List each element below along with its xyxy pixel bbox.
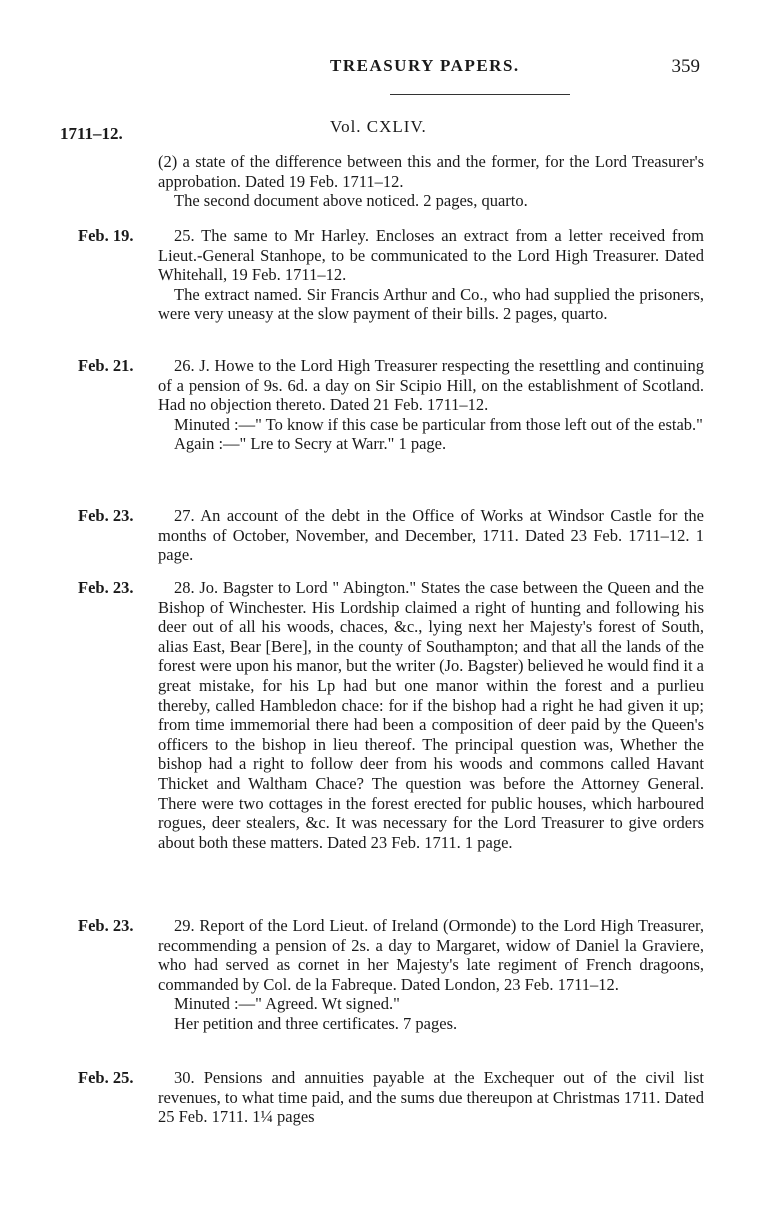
running-header [300, 56, 700, 86]
entry-paragraph: 27. An account of the debt in the Office of Works at Windsor Castle for the months of October, November, and December, 1711. Dated 23 Feb. 1711–12. 1 page. [158, 506, 704, 565]
entry-paragraph: The extract named. Sir Francis Arthur and Co., who had supplied the prisoners, were very uneasy at the slow payment of their bills. 2 pages, quarto. [158, 284, 704, 324]
entry-paragraph: 30. Pensions and annuities payable at the Exchequer out of the civil list revenues, to what time paid, and the sums due thereupon at Christmas 1711. Dated 25 Feb. 1711. 1¼ pages [158, 1068, 704, 1127]
running-title: TREASURY PAPERS. [330, 56, 520, 75]
volume-heading: Vol. CXLIV. [330, 117, 427, 136]
entry-paragraph: Minuted :—" To know if this case be particular from those left out of the estab." [174, 414, 703, 434]
entry-paragraph: 25. The same to Mr Harley. Encloses an extract from a letter received from Lieut.-General Stanhope, to be communicated to the Lord High Treasurer. Dated Whitehall, 19 Feb. 1711–12. [158, 226, 704, 285]
header-rule [390, 94, 570, 95]
entry-date: Feb. 23. [78, 578, 134, 597]
entry-date: Feb. 19. [78, 226, 134, 245]
entry-paragraph: 28. Jo. Bagster to Lord " Abington." States the case between the Queen and the Bishop of Winchester. His Lordship claimed a right of hunting and following his deer out of all his woods, chaces, &c., lying next her Majesty's forest of South, alias East, Bear [Bere], in the county of Southampton; and that all the lands of the forest were upon his manor, but the writer (Jo. Bagster) believed he would find it a great mistake, for his Lp had but one manor within the forest and a purlieu thereby, called Hambledon chace: for if the bishop had a right he had given it up; from time immemorial there had been a composition of deer paid by the Queen's officers to the bishop in lieu thereof. The principal question was, Whether the bishop had a right to follow deer from his woods and commons called Havant Thicket and Waltham Chace? The question was before the Attorney General. There were two cottages in the forest erected for public houses, which harboured rogues, deer stealers, &c. It was necessary for the Lord Treasurer to give orders about both these matters. Dated 23 Feb. 1711. 1 page. [158, 578, 704, 852]
entry-paragraph: 26. J. Howe to the Lord High Treasurer respecting the resettling and continuing of a pension of 9s. 6d. a day on Sir Scipio Hill, on the establishment of Scotland. Had no objection thereto. Dated 21 Feb. 1711–12. [158, 356, 704, 415]
entry-paragraph: Her petition and three certificates. 7 pages. [174, 1013, 458, 1033]
entry-paragraph: The second document above noticed. 2 pages, quarto. [174, 191, 528, 211]
entry-date: Feb. 25. [78, 1068, 134, 1087]
page-number: 359 [671, 56, 700, 77]
entry-date: Feb. 23. [78, 916, 134, 935]
entry-paragraph: 29. Report of the Lord Lieut. of Ireland (Ormonde) to the Lord High Treasurer, recommending a pension of 2s. a day to Margaret, widow of Daniel la Graviere, who had served as cornet in her Majesty's late regiment of French dragoons, commanded by Col. de la Fabreque. Dated London, 23 Feb. 1711–12. [158, 916, 704, 994]
entry-paragraph: Again :—" Lre to Secry at Warr." 1 page. [174, 434, 447, 454]
year-marker: 1711–12. [60, 124, 123, 143]
entry-paragraph: Minuted :—" Agreed. Wt signed." [174, 994, 400, 1014]
entry-date: Feb. 21. [78, 356, 134, 375]
entry-date: Feb. 23. [78, 506, 134, 525]
entry-paragraph: (2) a state of the difference between this and the former, for the Lord Treasurer's approbation. Dated 19 Feb. 1711–12. [158, 152, 704, 191]
